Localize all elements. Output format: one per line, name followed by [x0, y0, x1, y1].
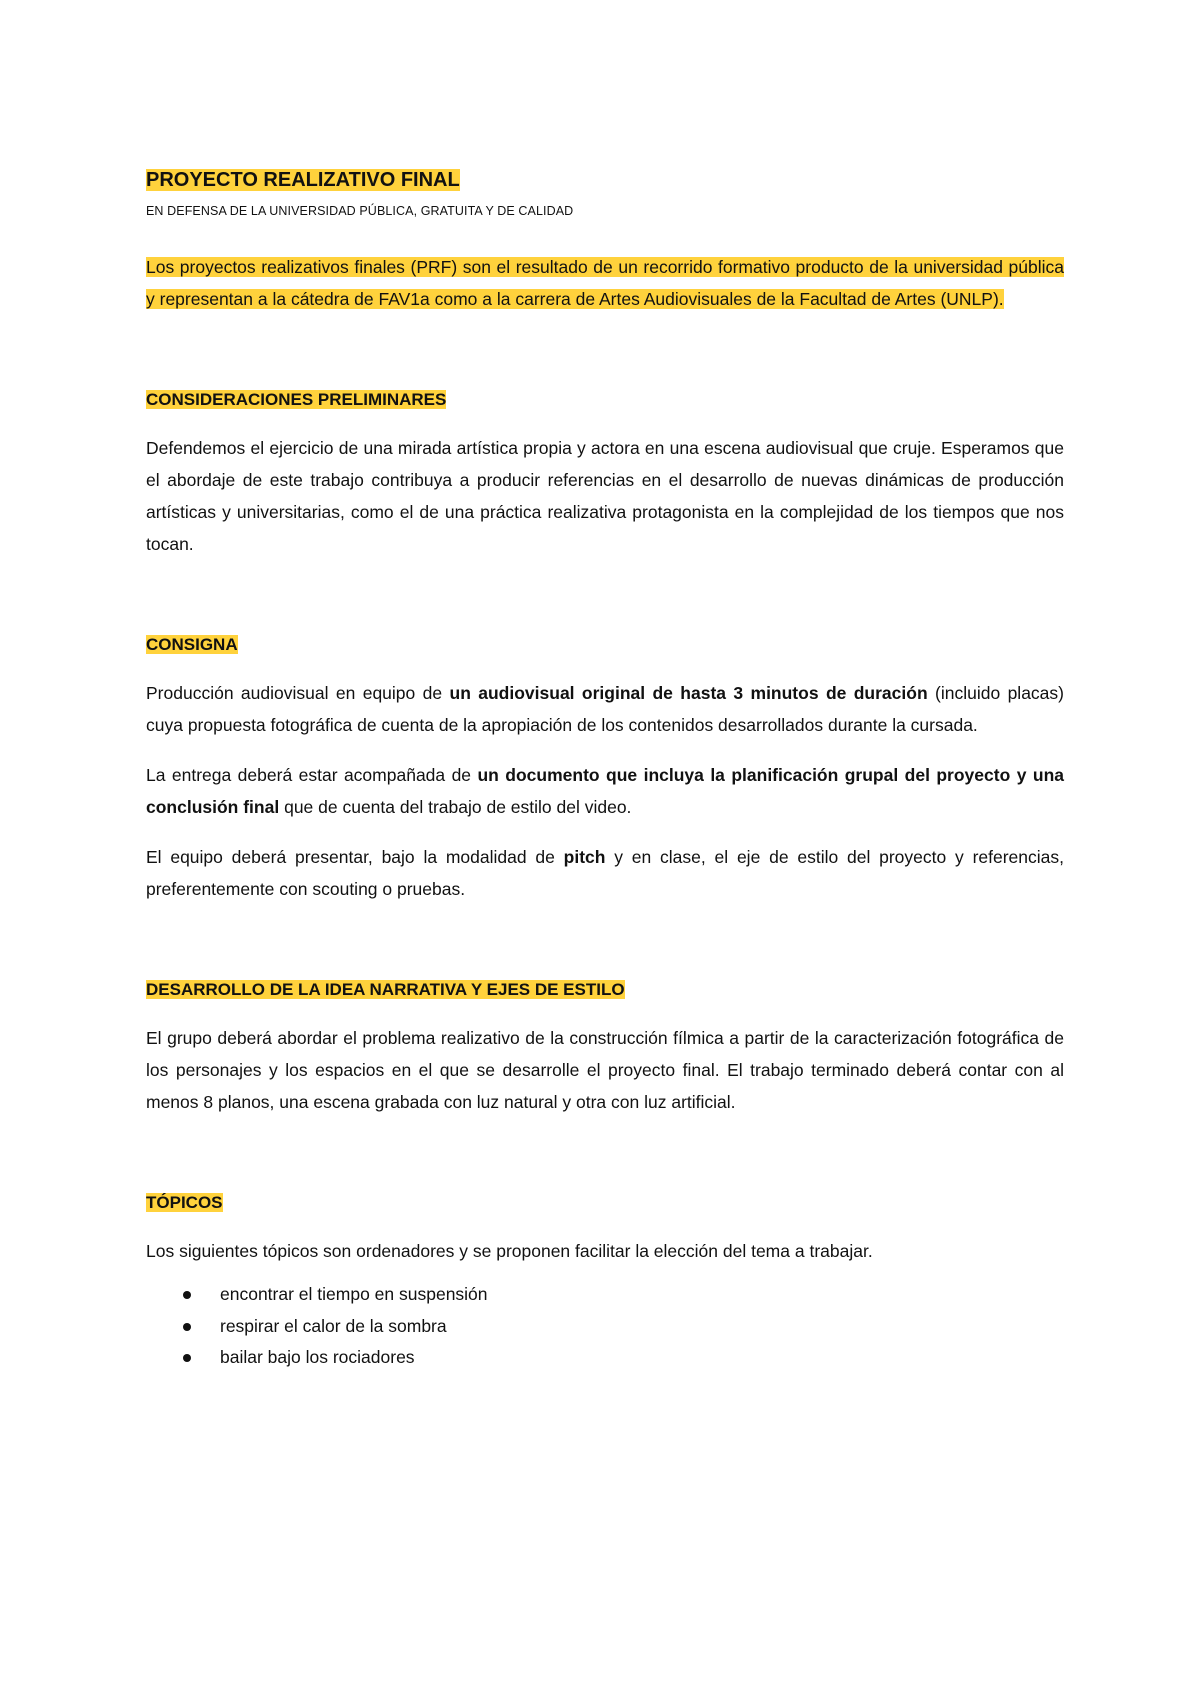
bullet-icon — [183, 1323, 191, 1331]
consideraciones-paragraph: Defendemos el ejercicio de una mirada artística propia y actora en una escena audiovisual que cruje. Esperamos que el abordaje de este trabajo contribuya a producir referencias en el desarrollo de nuevas dinámicas de producción artísticas y universitarias, como el de una práctica realizativa protagonista en la complejidad de los tiempos que nos tocan. — [146, 438, 1064, 554]
heading-consigna: CONSIGNA — [146, 635, 238, 654]
document-title: PROYECTO REALIZATIVO FINAL — [146, 169, 460, 191]
bullet-icon — [183, 1354, 191, 1362]
heading-topicos: TÓPICOS — [146, 1193, 223, 1212]
list-item: respirar el calor de la sombra — [183, 1311, 1064, 1343]
bullet-icon — [183, 1291, 191, 1299]
heading-consideraciones: CONSIDERACIONES PRELIMINARES — [146, 390, 447, 409]
desarrollo-paragraph: El grupo deberá abordar el problema realizativo de la construcción fílmica a partir de la caracterización fotográfica de los personajes y los espacios en el que se desarrolle el proyecto final. El trabajo terminado deberá contar con al menos 8 planos, una escena grabada con luz natural y otra con luz artificial. — [146, 1028, 1064, 1112]
consigna-paragraph-1: Producción audiovisual en equipo de un audiovisual original de hasta 3 minutos de duración (incluido placas) cuya propuesta fotográfica de cuenta de la apropiación de los contenidos desarrollados durante la cursada. — [146, 683, 1064, 735]
intro-paragraph: Los proyectos realizativos finales (PRF) son el resultado de un recorrido formativo producto de la universidad pública y representan a la cátedra de FAV1a como a la carrera de Artes Audiovisuales de la Facultad de Artes (UNLP). — [146, 257, 1064, 309]
topicos-intro: Los siguientes tópicos son ordenadores y se proponen facilitar la elección del tema a trabajar. — [146, 1241, 873, 1261]
document-page — [146, 166, 1064, 1374]
topics-list — [183, 1279, 1064, 1374]
document-subtitle: EN DEFENSA DE LA UNIVERSIDAD PÚBLICA, GRATUITA Y DE CALIDAD — [146, 204, 574, 218]
consigna-paragraph-2: La entrega deberá estar acompañada de un documento que incluya la planificación grupal del proyecto y una conclusión final que de cuenta del trabajo de estilo del video. — [146, 765, 1064, 817]
heading-desarrollo: DESARROLLO DE LA IDEA NARRATIVA Y EJES DE ESTILO — [146, 980, 625, 999]
list-item: bailar bajo los rociadores — [183, 1342, 1064, 1374]
list-item: encontrar el tiempo en suspensión — [183, 1279, 1064, 1311]
consigna-paragraph-3: El equipo deberá presentar, bajo la modalidad de pitch y en clase, el eje de estilo del proyecto y referencias, preferentemente con scouting o pruebas. — [146, 847, 1064, 899]
